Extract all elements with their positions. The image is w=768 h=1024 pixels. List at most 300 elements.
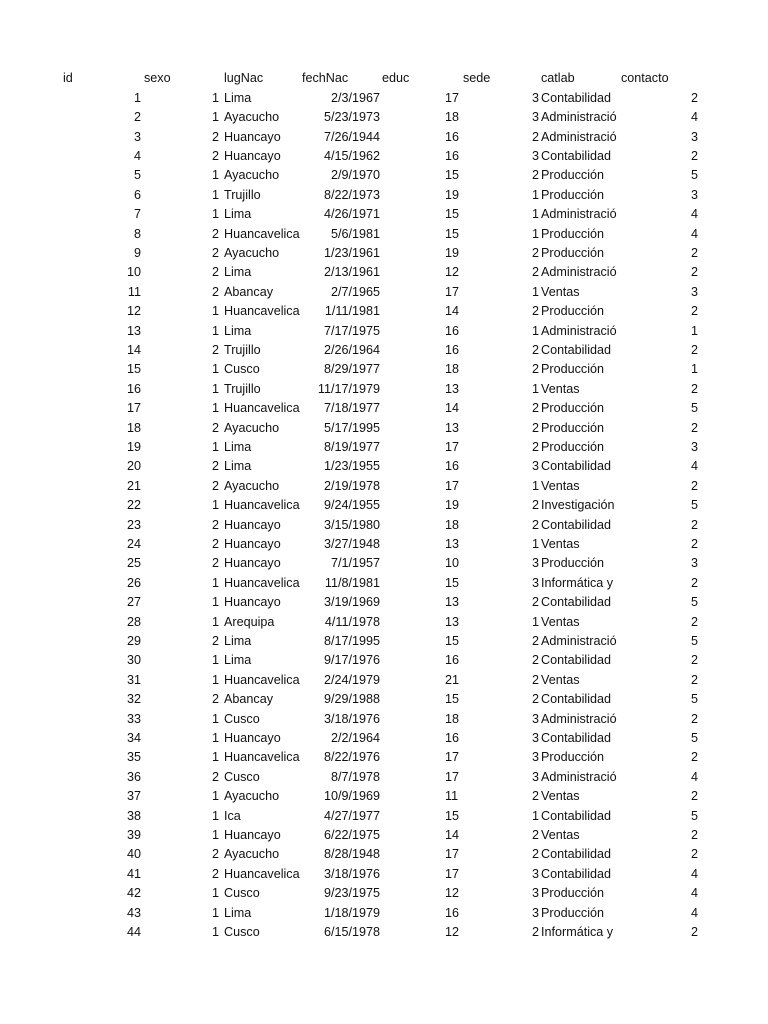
cell-catlab-number: 3	[532, 149, 540, 163]
cell-fechnac: 8/22/1973	[323, 187, 380, 202]
cell-fechnac: 2/2/1964	[330, 731, 380, 745]
cell-sede: 17	[445, 440, 460, 454]
cell-sede: 16	[445, 905, 460, 920]
cell-contacto: 1	[690, 323, 698, 338]
cell-catlab-number: 2	[532, 789, 540, 804]
table-row	[0, 360, 768, 379]
cell-fechnac: 9/24/1955	[323, 498, 380, 513]
cell-fechnac: 8/29/1977	[323, 362, 380, 377]
cell-catlab-number: 3	[532, 769, 540, 784]
cell-lugnac: Lima	[224, 459, 252, 474]
cell-sede: 17	[445, 750, 460, 765]
table-row	[0, 632, 768, 651]
cell-catlab-number: 2	[532, 653, 540, 668]
table-row	[0, 593, 768, 612]
cell-fechnac: 6/22/1975	[323, 828, 380, 842]
cell-sexo: 1	[212, 828, 220, 842]
table-row	[0, 419, 768, 438]
cell-catlab-number: 2	[532, 304, 540, 319]
cell-sede: 11	[445, 789, 459, 804]
cell-contacto: 2	[690, 381, 698, 396]
cell-id: 34	[126, 731, 141, 745]
cell-catlab: Producción	[541, 905, 605, 920]
cell-catlab: Contabilidad	[541, 90, 612, 105]
cell-catlab: Informática y	[541, 575, 614, 590]
cell-lugnac: Huancayo	[224, 828, 281, 842]
cell-sexo: 1	[212, 750, 220, 765]
cell-catlab-number: 3	[532, 110, 540, 125]
cell-sede: 16	[445, 343, 460, 357]
cell-fechnac: 6/15/1978	[323, 925, 380, 939]
cell-contacto: 5	[690, 498, 698, 513]
cell-id: 32	[126, 692, 141, 707]
cell-contacto: 2	[690, 653, 698, 668]
cell-fechnac: 2/13/1961	[323, 265, 380, 280]
cell-lugnac: Huancavelica	[224, 575, 300, 590]
cell-sede: 17	[445, 90, 460, 105]
cell-lugnac: Huancayo	[224, 595, 281, 610]
cell-contacto: 5	[690, 401, 698, 416]
cell-catlab: Administració	[541, 323, 617, 338]
cell-id: 30	[126, 653, 141, 668]
table-row	[0, 283, 768, 302]
cell-fechnac: 9/17/1976	[323, 653, 380, 668]
table-row	[0, 690, 768, 709]
cell-catlab-number: 2	[532, 595, 540, 610]
cell-sexo: 1	[212, 672, 220, 687]
cell-lugnac: Cusco	[224, 925, 260, 939]
header-catlab: catlab	[541, 71, 575, 85]
header-sede: sede	[463, 71, 491, 85]
cell-catlab: Administració	[541, 207, 617, 222]
cell-id: 17	[126, 401, 141, 416]
cell-sede: 17	[445, 847, 460, 862]
cell-catlab: Contabilidad	[541, 459, 612, 474]
cell-catlab: Contabilidad	[541, 517, 612, 532]
cell-contacto: 2	[690, 711, 698, 726]
cell-sede: 16	[445, 129, 460, 144]
cell-sexo: 1	[212, 440, 220, 454]
cell-sede: 13	[445, 595, 460, 610]
cell-catlab-number: 2	[532, 401, 540, 416]
cell-contacto: 2	[690, 750, 698, 765]
cell-id: 40	[126, 847, 141, 862]
cell-id: 38	[126, 808, 141, 823]
cell-fechnac: 7/18/1977	[323, 401, 380, 416]
cell-id: 11	[127, 284, 141, 299]
cell-sede: 17	[445, 284, 460, 299]
cell-lugnac: Trujillo	[224, 343, 261, 357]
cell-fechnac: 3/18/1976	[323, 711, 380, 726]
cell-lugnac: Ayacucho	[224, 478, 280, 493]
cell-catlab: Producción	[541, 750, 605, 765]
cell-catlab: Ventas	[541, 789, 580, 804]
cell-catlab: Producción	[541, 362, 605, 377]
table-row	[0, 710, 768, 729]
cell-sexo: 2	[212, 420, 220, 435]
cell-catlab-number: 3	[532, 459, 540, 474]
cell-fechnac: 8/17/1995	[323, 634, 380, 648]
cell-id: 23	[126, 517, 141, 532]
cell-sexo: 2	[212, 866, 220, 881]
cell-catlab: Producción	[541, 304, 605, 319]
cell-fechnac: 7/26/1944	[323, 129, 380, 144]
cell-contacto: 4	[690, 866, 698, 881]
cell-catlab-number: 1	[532, 478, 540, 493]
cell-lugnac: Lima	[224, 634, 252, 648]
table-row	[0, 807, 768, 826]
cell-lugnac: Huancavelica	[224, 866, 300, 881]
cell-id: 5	[133, 168, 141, 183]
cell-catlab-number: 1	[532, 537, 540, 551]
cell-contacto: 2	[690, 246, 698, 260]
cell-lugnac: Huancavelica	[224, 672, 300, 687]
cell-catlab: Producción	[541, 168, 605, 183]
cell-catlab: Producción	[541, 246, 605, 260]
header-contacto: contacto	[621, 71, 669, 85]
cell-sexo: 2	[212, 149, 220, 163]
cell-lugnac: Arequipa	[224, 614, 275, 629]
cell-lugnac: Lima	[224, 265, 252, 280]
cell-lugnac: Lima	[224, 90, 252, 105]
cell-contacto: 2	[690, 614, 698, 629]
cell-lugnac: Trujillo	[224, 381, 261, 396]
cell-sexo: 1	[212, 731, 220, 745]
cell-catlab-number: 3	[532, 750, 540, 765]
cell-sede: 16	[445, 731, 460, 745]
table-row	[0, 438, 768, 457]
cell-catlab: Administració	[541, 711, 617, 726]
cell-lugnac: Huancayo	[224, 149, 281, 163]
cell-fechnac: 11/17/1979	[317, 381, 380, 396]
cell-sede: 19	[445, 246, 460, 260]
cell-contacto: 3	[690, 187, 698, 202]
header-sexo: sexo	[144, 71, 171, 85]
cell-sexo: 2	[212, 343, 220, 357]
table-row	[0, 341, 768, 360]
cell-catlab: Contabilidad	[541, 343, 612, 357]
cell-contacto: 4	[690, 226, 698, 241]
cell-sexo: 1	[212, 187, 220, 202]
cell-id: 29	[126, 634, 141, 648]
cell-sede: 17	[445, 769, 460, 784]
cell-sexo: 1	[212, 401, 220, 416]
cell-sexo: 1	[212, 653, 220, 668]
table-row	[0, 128, 768, 147]
cell-lugnac: Ayacucho	[224, 110, 280, 125]
cell-contacto: 4	[690, 769, 698, 784]
cell-contacto: 5	[690, 731, 698, 745]
cell-contacto: 2	[690, 789, 698, 804]
cell-contacto: 1	[690, 362, 698, 377]
cell-id: 10	[126, 265, 141, 280]
cell-sexo: 1	[212, 789, 220, 804]
cell-sexo: 2	[212, 537, 220, 551]
cell-catlab: Ventas	[541, 828, 580, 842]
cell-sexo: 2	[212, 265, 220, 280]
cell-sexo: 2	[212, 478, 220, 493]
cell-catlab: Contabilidad	[541, 149, 612, 163]
cell-id: 20	[126, 459, 141, 474]
cell-catlab-number: 2	[532, 362, 540, 377]
cell-catlab-number: 3	[532, 905, 540, 920]
cell-catlab-number: 2	[532, 517, 540, 532]
cell-catlab: Investigación	[541, 498, 615, 513]
cell-catlab-number: 2	[532, 634, 540, 648]
cell-sexo: 1	[212, 323, 220, 338]
table-row	[0, 787, 768, 806]
cell-sede: 10	[445, 556, 460, 571]
table-row	[0, 535, 768, 554]
header-id: id	[63, 71, 73, 85]
table-row	[0, 748, 768, 767]
cell-catlab-number: 3	[532, 731, 540, 745]
cell-id: 44	[126, 925, 141, 939]
cell-contacto: 2	[690, 478, 698, 493]
cell-catlab-number: 2	[532, 925, 540, 939]
cell-sexo: 1	[212, 381, 220, 396]
cell-contacto: 4	[690, 886, 698, 901]
cell-lugnac: Lima	[224, 207, 252, 222]
cell-catlab: Producción	[541, 226, 605, 241]
cell-id: 41	[126, 866, 141, 881]
cell-catlab: Contabilidad	[541, 653, 612, 668]
cell-sede: 12	[445, 886, 460, 901]
cell-sede: 15	[445, 168, 460, 183]
cell-sexo: 1	[212, 595, 220, 610]
cell-catlab-number: 1	[532, 187, 540, 202]
table-row	[0, 263, 768, 282]
cell-sede: 14	[445, 828, 460, 842]
cell-sexo: 1	[212, 498, 220, 513]
cell-sexo: 2	[212, 284, 220, 299]
cell-catlab-number: 3	[532, 886, 540, 901]
cell-fechnac: 10/9/1969	[323, 789, 380, 804]
cell-fechnac: 8/28/1948	[323, 847, 380, 862]
cell-id: 14	[126, 343, 141, 357]
cell-sexo: 2	[212, 769, 220, 784]
cell-catlab-number: 1	[532, 614, 540, 629]
cell-catlab: Ventas	[541, 478, 580, 493]
cell-id: 24	[126, 537, 141, 551]
cell-catlab-number: 2	[532, 420, 540, 435]
cell-contacto: 4	[690, 459, 698, 474]
table-row	[0, 729, 768, 748]
table-row	[0, 613, 768, 632]
cell-catlab: Producción	[541, 187, 605, 202]
cell-sede: 12	[445, 265, 460, 280]
cell-lugnac: Ayacucho	[224, 847, 280, 862]
cell-catlab-number: 2	[532, 129, 540, 144]
cell-lugnac: Lima	[224, 440, 252, 454]
table-row	[0, 322, 768, 341]
cell-catlab: Contabilidad	[541, 808, 612, 823]
table-row	[0, 89, 768, 108]
cell-contacto: 4	[690, 905, 698, 920]
cell-id: 25	[126, 556, 141, 571]
table-row	[0, 108, 768, 127]
cell-fechnac: 3/27/1948	[323, 537, 380, 551]
cell-id: 15	[126, 362, 141, 377]
cell-sexo: 1	[212, 110, 220, 125]
cell-id: 27	[126, 595, 141, 610]
cell-fechnac: 2/3/1967	[330, 90, 380, 105]
cell-catlab-number: 1	[532, 207, 540, 222]
cell-contacto: 2	[690, 925, 698, 939]
cell-id: 4	[133, 149, 141, 163]
cell-catlab-number: 3	[532, 90, 540, 105]
cell-sede: 15	[445, 575, 460, 590]
cell-lugnac: Huancavelica	[224, 750, 300, 765]
cell-contacto: 2	[690, 575, 698, 590]
cell-lugnac: Huancavelica	[224, 304, 300, 319]
cell-lugnac: Abancay	[224, 284, 274, 299]
cell-id: 21	[126, 478, 141, 493]
table-row	[0, 554, 768, 573]
cell-fechnac: 9/23/1975	[323, 886, 380, 901]
cell-catlab: Administració	[541, 129, 617, 144]
cell-id: 7	[133, 207, 141, 222]
cell-fechnac: 5/23/1973	[323, 110, 380, 125]
cell-sede: 16	[445, 149, 460, 163]
cell-catlab: Ventas	[541, 672, 580, 687]
cell-fechnac: 2/9/1970	[330, 168, 380, 183]
cell-lugnac: Cusco	[224, 886, 260, 901]
table-row	[0, 651, 768, 670]
cell-catlab-number: 2	[532, 498, 540, 513]
cell-catlab: Producción	[541, 401, 605, 416]
table-row	[0, 147, 768, 166]
cell-id: 1	[133, 90, 141, 105]
cell-fechnac: 2/7/1965	[330, 284, 380, 299]
table-row	[0, 574, 768, 593]
cell-fechnac: 5/17/1995	[323, 420, 380, 435]
cell-catlab: Administració	[541, 634, 617, 648]
table-row	[0, 302, 768, 321]
cell-contacto: 5	[690, 168, 698, 183]
cell-sede: 18	[445, 517, 460, 532]
cell-sexo: 2	[212, 459, 220, 474]
table-row	[0, 477, 768, 496]
cell-sede: 14	[445, 401, 460, 416]
cell-sexo: 2	[212, 847, 220, 862]
cell-sexo: 2	[212, 226, 220, 241]
cell-fechnac: 7/1/1957	[330, 556, 380, 571]
table-row	[0, 904, 768, 923]
cell-catlab: Contabilidad	[541, 866, 612, 881]
cell-fechnac: 3/18/1976	[323, 866, 380, 881]
cell-sede: 15	[445, 207, 460, 222]
cell-sede: 12	[445, 925, 460, 939]
cell-id: 8	[133, 226, 141, 241]
cell-catlab-number: 1	[532, 808, 540, 823]
cell-contacto: 4	[690, 110, 698, 125]
cell-catlab-number: 2	[532, 828, 540, 842]
cell-catlab: Producción	[541, 556, 605, 571]
cell-id: 3	[133, 129, 141, 144]
cell-lugnac: Lima	[224, 905, 252, 920]
cell-lugnac: Huancayo	[224, 556, 281, 571]
cell-contacto: 2	[690, 90, 698, 105]
cell-catlab-number: 2	[532, 672, 540, 687]
table-header-row	[0, 69, 768, 88]
cell-catlab-number: 2	[532, 692, 540, 707]
table-row	[0, 186, 768, 205]
cell-sexo: 2	[212, 246, 220, 260]
cell-lugnac: Huancayo	[224, 517, 281, 532]
table-row	[0, 884, 768, 903]
cell-lugnac: Huancayo	[224, 129, 281, 144]
table-row	[0, 166, 768, 185]
table-row	[0, 225, 768, 244]
cell-sede: 15	[445, 808, 460, 823]
cell-fechnac: 11/8/1981	[324, 575, 380, 590]
cell-id: 35	[126, 750, 141, 765]
cell-id: 26	[126, 575, 141, 590]
cell-catlab-number: 2	[532, 847, 540, 862]
cell-contacto: 2	[690, 343, 698, 357]
cell-contacto: 2	[690, 265, 698, 280]
cell-lugnac: Huancavelica	[224, 498, 300, 513]
cell-fechnac: 5/6/1981	[330, 226, 380, 241]
cell-catlab: Ventas	[541, 537, 580, 551]
cell-sexo: 2	[212, 517, 220, 532]
table-row	[0, 923, 768, 942]
cell-sede: 13	[445, 420, 460, 435]
cell-contacto: 3	[690, 284, 698, 299]
table-row	[0, 845, 768, 864]
cell-catlab-number: 2	[532, 246, 540, 260]
cell-sexo: 1	[212, 614, 220, 629]
cell-id: 31	[126, 672, 141, 687]
cell-catlab: Producción	[541, 440, 605, 454]
cell-catlab-number: 2	[532, 265, 540, 280]
cell-contacto: 5	[690, 595, 698, 610]
table-row	[0, 496, 768, 515]
table-row	[0, 516, 768, 535]
cell-id: 43	[126, 905, 141, 920]
cell-sexo: 1	[212, 362, 220, 377]
cell-fechnac: 8/22/1976	[323, 750, 380, 765]
cell-catlab: Administració	[541, 769, 617, 784]
cell-catlab: Ventas	[541, 614, 580, 629]
cell-fechnac: 8/19/1977	[323, 440, 380, 454]
cell-sede: 18	[445, 110, 460, 125]
cell-sexo: 1	[212, 711, 220, 726]
cell-contacto: 3	[690, 129, 698, 144]
cell-sede: 13	[445, 381, 460, 396]
cell-contacto: 2	[690, 304, 698, 319]
cell-id: 16	[126, 381, 141, 396]
cell-id: 6	[133, 187, 141, 202]
cell-sede: 16	[445, 459, 460, 474]
cell-sede: 15	[445, 226, 460, 241]
cell-lugnac: Cusco	[224, 362, 260, 377]
cell-id: 18	[126, 420, 141, 435]
cell-contacto: 3	[690, 556, 698, 571]
cell-sede: 16	[445, 653, 460, 668]
cell-sede: 21	[445, 672, 460, 687]
cell-sexo: 2	[212, 692, 220, 707]
cell-contacto: 2	[690, 517, 698, 532]
table-row	[0, 826, 768, 845]
cell-contacto: 2	[690, 537, 698, 551]
cell-lugnac: Lima	[224, 653, 252, 668]
cell-sexo: 1	[212, 207, 220, 222]
cell-id: 37	[126, 789, 141, 804]
cell-catlab: Producción	[541, 420, 605, 435]
cell-catlab-number: 2	[532, 440, 540, 454]
